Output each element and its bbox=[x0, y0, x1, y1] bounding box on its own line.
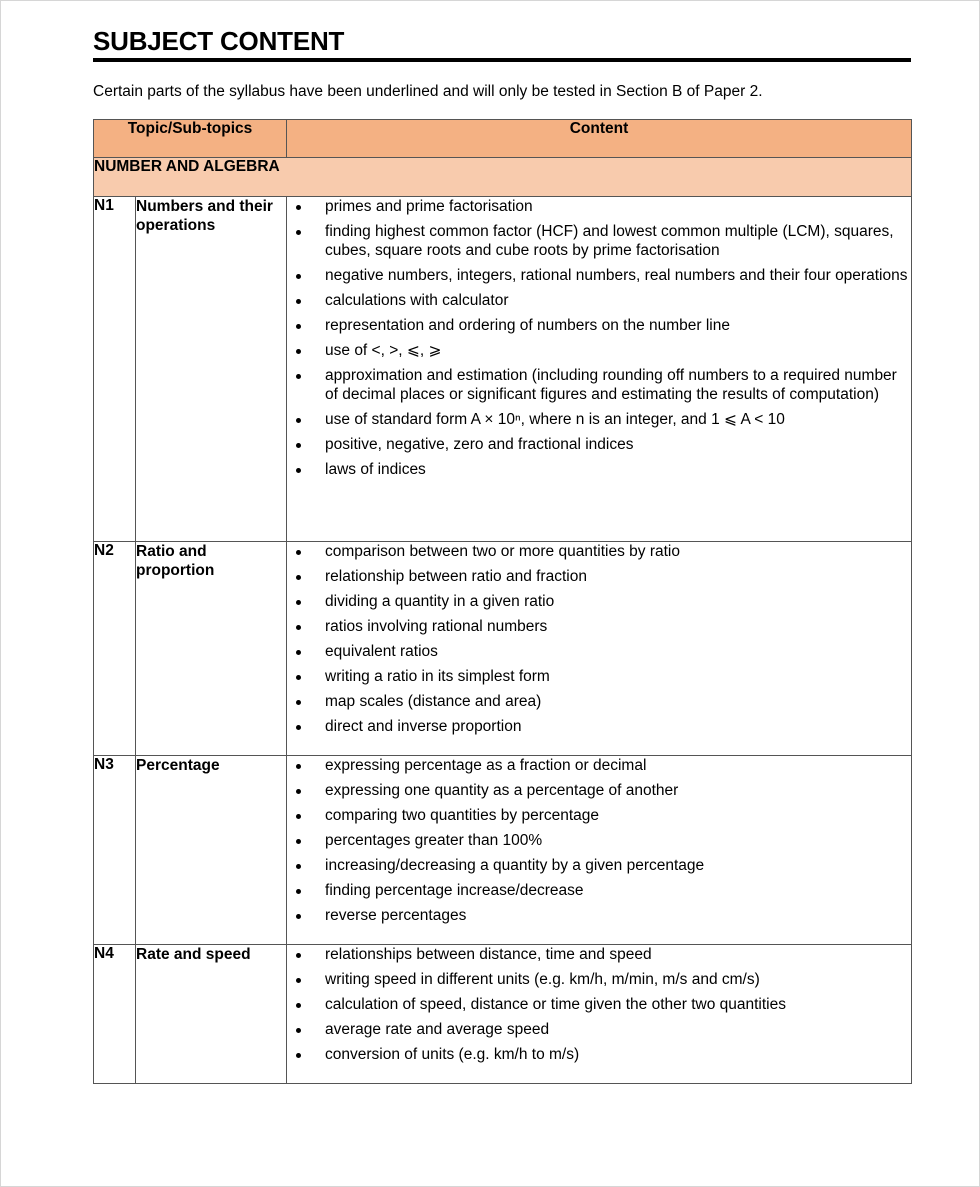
topic-title: Ratio and proportion bbox=[136, 542, 287, 756]
content-item-text: calculations with calculator bbox=[325, 292, 509, 309]
content-cell bbox=[287, 197, 912, 542]
bullet-icon bbox=[296, 575, 301, 580]
topic-title: Percentage bbox=[136, 756, 287, 945]
content-item-text: expressing percentage as a fraction or decimal bbox=[325, 757, 647, 774]
bullet-icon bbox=[296, 600, 301, 605]
content-item-text: conversion of units (e.g. km/h to m/s) bbox=[325, 1046, 580, 1063]
content-item bbox=[287, 781, 911, 800]
content-item-text: finding highest common factor (HCF) and lowest common multiple (LCM), squares, cubes, square roots and cube roots by prime factorisation bbox=[325, 223, 894, 259]
content-item bbox=[287, 316, 911, 335]
content-item-text: increasing/decreasing a quantity by a given percentage bbox=[325, 857, 705, 874]
bullet-icon bbox=[296, 914, 301, 919]
content-item bbox=[287, 806, 911, 825]
table-row bbox=[94, 945, 912, 1084]
content-item bbox=[287, 756, 911, 775]
content-item-text: comparison between two or more quantities by ratio bbox=[325, 543, 680, 560]
content-item-text: use of <, >, ⩽, ⩾ bbox=[325, 342, 442, 359]
section-title: NUMBER AND ALGEBRA bbox=[94, 158, 912, 197]
bullet-icon bbox=[296, 650, 301, 655]
bullet-icon bbox=[296, 299, 301, 304]
content-item bbox=[287, 592, 911, 611]
topic-title: Numbers and their operations bbox=[136, 197, 287, 542]
bullet-icon bbox=[296, 789, 301, 794]
content-cell bbox=[287, 945, 912, 1084]
content-item-text: primes and prime factorisation bbox=[325, 198, 533, 215]
content-item bbox=[287, 856, 911, 875]
content-item bbox=[287, 995, 911, 1014]
bullet-icon bbox=[296, 1028, 301, 1033]
content-item bbox=[287, 1020, 911, 1039]
table-header-row bbox=[94, 120, 912, 158]
topic-code: N1 bbox=[94, 197, 136, 542]
content-item-text: writing speed in different units (e.g. km/h, m/min, m/s and cm/s) bbox=[325, 971, 760, 988]
bullet-icon bbox=[296, 349, 301, 354]
content-item-text: comparing two quantities by percentage bbox=[325, 807, 600, 824]
content-item bbox=[287, 970, 911, 989]
bullet-icon bbox=[296, 839, 301, 844]
bullet-icon bbox=[296, 374, 301, 379]
content-item-text: reverse percentages bbox=[325, 907, 467, 924]
content-item-text: calculation of speed, distance or time given the other two quantities bbox=[325, 996, 786, 1013]
topic-code: N2 bbox=[94, 542, 136, 756]
bullet-icon bbox=[296, 550, 301, 555]
content-item bbox=[287, 435, 911, 454]
content-item-text: laws of indices bbox=[325, 461, 426, 478]
content-item bbox=[287, 291, 911, 310]
bullet-icon bbox=[296, 274, 301, 279]
content-list bbox=[287, 756, 911, 925]
bullet-icon bbox=[296, 978, 301, 983]
content-item-text: ratios involving rational numbers bbox=[325, 618, 548, 635]
content-item-text: relationships between distance, time and speed bbox=[325, 946, 652, 963]
content-item bbox=[287, 945, 911, 964]
table-row bbox=[94, 197, 912, 542]
bullet-icon bbox=[296, 953, 301, 958]
content-item-text: expressing one quantity as a percentage of another bbox=[325, 782, 679, 799]
bullet-icon bbox=[296, 889, 301, 894]
content-item bbox=[287, 366, 911, 404]
topic-code: N3 bbox=[94, 756, 136, 945]
bullet-icon bbox=[296, 418, 301, 423]
column-header-content: Content bbox=[287, 120, 912, 158]
bullet-icon bbox=[296, 324, 301, 329]
content-item bbox=[287, 222, 911, 260]
table-row bbox=[94, 756, 912, 945]
content-item bbox=[287, 410, 911, 429]
content-item-text: representation and ordering of numbers on the number line bbox=[325, 317, 730, 334]
content-item-text: dividing a quantity in a given ratio bbox=[325, 593, 555, 610]
table-row bbox=[94, 542, 912, 756]
content-item bbox=[287, 881, 911, 900]
content-item-text: map scales (distance and area) bbox=[325, 693, 542, 710]
content-item-text: negative numbers, integers, rational numbers, real numbers and their four operations bbox=[325, 267, 908, 284]
content-item bbox=[287, 692, 911, 711]
section-row bbox=[94, 158, 912, 197]
bullet-icon bbox=[296, 1003, 301, 1008]
bullet-icon bbox=[296, 443, 301, 448]
content-list bbox=[287, 197, 911, 479]
syllabus-table bbox=[93, 119, 912, 1084]
bullet-icon bbox=[296, 625, 301, 630]
bullet-icon bbox=[296, 764, 301, 769]
content-list bbox=[287, 542, 911, 736]
content-item bbox=[287, 642, 911, 661]
topic-code: N4 bbox=[94, 945, 136, 1084]
content-item-text: average rate and average speed bbox=[325, 1021, 550, 1038]
heading-rule bbox=[93, 58, 911, 62]
content-item-text: direct and inverse proportion bbox=[325, 718, 522, 735]
content-item bbox=[287, 460, 911, 479]
content-item bbox=[287, 542, 911, 561]
bullet-icon bbox=[296, 468, 301, 473]
content-item-text: approximation and estimation (including rounding off numbers to a required number of decimal places or significant figures and estimating the results of computation) bbox=[325, 367, 897, 403]
content-item-text: percentages greater than 100% bbox=[325, 832, 543, 849]
content-item-text: use of standard form A × 10ⁿ, where n is an integer, and 1 ⩽ A < 10 bbox=[325, 411, 785, 428]
content-item bbox=[287, 831, 911, 850]
bullet-icon bbox=[296, 230, 301, 235]
bullet-icon bbox=[296, 725, 301, 730]
content-item bbox=[287, 717, 911, 736]
content-item bbox=[287, 906, 911, 925]
content-item bbox=[287, 667, 911, 686]
content-item bbox=[287, 1045, 911, 1064]
content-item bbox=[287, 617, 911, 636]
content-item-text: positive, negative, zero and fractional indices bbox=[325, 436, 634, 453]
content-item-text: finding percentage increase/decrease bbox=[325, 882, 584, 899]
bullet-icon bbox=[296, 814, 301, 819]
content-item-text: relationship between ratio and fraction bbox=[325, 568, 587, 585]
content-cell bbox=[287, 542, 912, 756]
content-item bbox=[287, 197, 911, 216]
content-item-text: writing a ratio in its simplest form bbox=[325, 668, 550, 685]
topic-title: Rate and speed bbox=[136, 945, 287, 1084]
bullet-icon bbox=[296, 700, 301, 705]
content-item bbox=[287, 567, 911, 586]
content-list bbox=[287, 945, 911, 1064]
bullet-icon bbox=[296, 675, 301, 680]
page-heading: SUBJECT CONTENT bbox=[93, 26, 345, 56]
intro-text: Certain parts of the syllabus have been underlined and will only be tested in Section B of Paper 2. bbox=[93, 83, 763, 100]
bullet-icon bbox=[296, 205, 301, 210]
content-item-text: equivalent ratios bbox=[325, 643, 438, 660]
content-cell bbox=[287, 756, 912, 945]
content-item bbox=[287, 341, 911, 360]
bullet-icon bbox=[296, 864, 301, 869]
column-header-topic: Topic/Sub-topics bbox=[94, 120, 287, 158]
bullet-icon bbox=[296, 1053, 301, 1058]
content-item bbox=[287, 266, 911, 285]
